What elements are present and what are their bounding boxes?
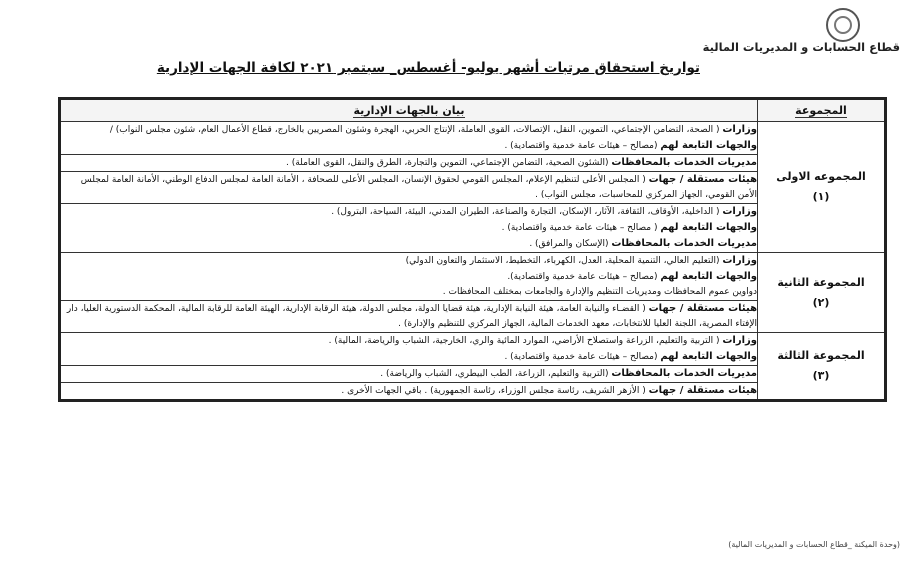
entity-list-text: (الإسكان والمرافق) . <box>529 239 612 249</box>
salary-schedule-table <box>58 97 887 402</box>
table-row <box>60 122 886 155</box>
entity-list-text: (مصالح – هيئات عامة خدمية واقتصادية). <box>507 272 661 282</box>
statement-line <box>61 204 757 220</box>
group-cell <box>758 333 886 401</box>
entity-list-text: (مصالح – هيئات عامة خدمية واقتصادية) . <box>504 352 661 362</box>
entity-category-label: والجهات التابعة لهم <box>660 271 757 282</box>
statement-line <box>61 383 757 399</box>
statement-line <box>61 138 757 154</box>
statement-line <box>61 236 757 252</box>
statement-cell <box>60 172 758 204</box>
group-name: المجموعة الثانية <box>777 275 865 289</box>
entity-list-text: ( الأزهر الشريف، رئاسة مجلس الوزراء، رئاسة الجمهورية) . باقي الجهات الأخرى . <box>341 386 649 396</box>
statement-line <box>61 301 757 332</box>
group-number: (٢) <box>812 295 830 309</box>
statement-line <box>61 269 757 285</box>
document-title: تواريخ استحقاق مرتبات أشهر يوليو- أغسطس_ سبتمبر ٢٠٢١ لكافة الجهات الإدارية <box>156 60 700 76</box>
group-name: المجموعه الاولى <box>776 170 866 183</box>
statement-cell <box>60 383 758 401</box>
ministry-logo-icon <box>826 8 860 42</box>
entity-category-label: مديريات الخدمات بالمحافظات <box>611 368 757 379</box>
entity-category-label: وزارات <box>722 124 757 135</box>
statement-cell <box>60 253 758 301</box>
entity-category-label: هيئات مستقلة / جهات <box>648 385 757 396</box>
statement-cell <box>60 155 758 172</box>
statement-cell <box>60 122 758 155</box>
column-header-statement: بيان بالجهات الإدارية <box>60 99 758 122</box>
statement-cell <box>60 366 758 383</box>
entity-category-label: والجهات التابعة لهم <box>660 222 757 233</box>
entity-list-text: ( القضـاء والنيابة العامة، هيئة النيابة الإدارية، هيئة قضايا الدولة، مجلس الدولة، هيئة الرقابة الإدارية، الهيئة العامة للرقابة المالية، المحكمة الدستورية العليا، دار الإفتاء المصرية، اللجنة العليا للانتخابات، معهد الخدمات المالية، الجهاز المركزي للتنظيم والإدارة) . <box>66 304 757 329</box>
entity-list-text: دواوين عموم المحافظات ومديريات التنظيم والإدارة والجامعات بمختلف المحافظات . <box>442 287 757 297</box>
statement-line <box>61 366 757 382</box>
entity-list-text: (مصالح – هيئات عامة خدمية واقتصادية) . <box>504 141 661 151</box>
statement-line <box>61 333 757 349</box>
entity-list-text: ( مصالح – هيئات عامة خدمية واقتصادية) . <box>501 223 661 233</box>
statement-line <box>61 122 757 138</box>
group-cell <box>758 253 886 333</box>
statement-line <box>61 220 757 236</box>
statement-line <box>61 253 757 269</box>
statement-cell <box>60 333 758 366</box>
entity-list-text: (التعليم العالي، التنمية المحلية، العدل، الكهرباء، التخطيط، الاستثمار والتعاون الدولي) <box>405 256 723 266</box>
entity-list-text: (الشئون الصحية، التضامن الإجتماعي، التموين والتجارة، الطرق والنقل، القوى العاملة) . <box>286 158 612 168</box>
table-row <box>60 253 886 301</box>
table-body <box>60 122 886 401</box>
footer-note: (وحدة الميكنة _قطاع الحسابات و المديريات المالية) <box>728 540 900 549</box>
entity-category-label: والجهات التابعة لهم <box>660 140 757 151</box>
entity-category-label: مديريات الخدمات بالمحافظات <box>611 238 757 249</box>
statement-line <box>61 285 757 300</box>
statement-line <box>61 172 757 203</box>
table-row <box>60 333 886 366</box>
group-number: (٣) <box>812 369 830 382</box>
entity-list-text: ( التربية والتعليم، الزراعة واستصلاح الأراضي، الموارد المائية والري، الخارجية، الشباب والرياضة، المالية) . <box>328 336 723 346</box>
entity-list-text: ( المجلس الأعلى لتنظيم الإعلام، المجلس القومي لحقوق الإنسان، المجلس الأعلى للصحافة ، الأمانة العامة لمجلس الدفاع الوطني، الأمانة العامة لمجلس الأمن القومي، الجهاز المركزي للمحاسبات، مجلس النواب) . <box>80 175 757 200</box>
entity-category-label: وزارات <box>722 335 757 346</box>
statement-cell <box>60 204 758 253</box>
entity-category-label: هيئات مستقلة / جهات <box>648 303 757 314</box>
column-header-group: المجموعة <box>758 99 886 122</box>
statement-line <box>61 349 757 365</box>
entity-category-label: مديريات الخدمات بالمحافظات <box>611 157 757 168</box>
entity-list-text: ( الصحة، التضامن الإجتماعي، التموين، النقل، الإتصالات، القوى العاملة، الإنتاج الحربي، الهجرة وشئون المصريين بالخارج، قطاع الأعمال العام، شئون مجلس النواب) / <box>109 125 723 135</box>
group-cell <box>758 122 886 253</box>
group-number: (١) <box>812 190 830 203</box>
group-name: المجموعة الثالثة <box>777 349 865 362</box>
entity-list-text: ( الداخلية، الأوقاف، الثقافة، الآثار، الإسكان، التجارة والصناعة، الطيران المدني، البيئة، السياحة، البترول) . <box>331 207 723 217</box>
entity-list-text: (التربية والتعليم، الزراعة، الطب البيطري، الشباب والرياضة) . <box>380 369 612 379</box>
entity-category-label: وزارات <box>722 255 757 266</box>
sector-name: قطاع الحسابات و المديريات المالية <box>702 40 900 54</box>
statement-line <box>61 155 757 171</box>
entity-category-label: والجهات التابعة لهم <box>660 351 757 362</box>
entity-category-label: هيئات مستقلة / جهات <box>648 174 757 185</box>
entity-category-label: وزارات <box>722 206 757 217</box>
statement-cell <box>60 301 758 333</box>
table-header-row <box>60 99 886 122</box>
